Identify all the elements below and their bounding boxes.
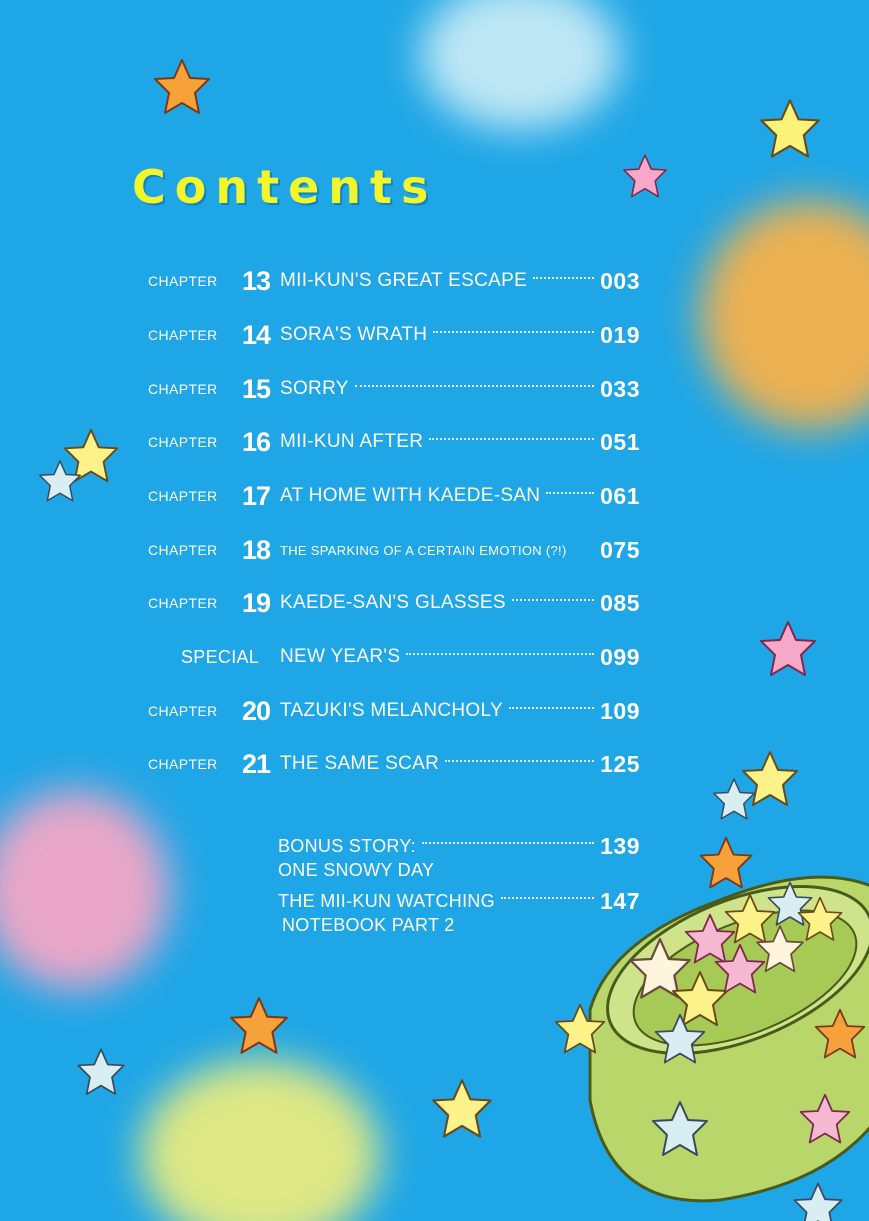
chapter-title: AT HOME WITH KAEDE-SAN bbox=[280, 485, 541, 506]
star-icon bbox=[756, 96, 824, 164]
entry-prefix: CHAPTER bbox=[148, 488, 218, 504]
chapter-number: 17 bbox=[241, 480, 270, 511]
star-icon bbox=[620, 152, 670, 202]
dot-leader bbox=[501, 897, 594, 899]
entry-prefix: CHAPTER bbox=[148, 756, 218, 772]
blurred-star-orange bbox=[700, 200, 869, 430]
dot-leader bbox=[533, 277, 594, 279]
chapter-title: THE SAME SCAR bbox=[280, 753, 440, 774]
page-number: 061 bbox=[600, 482, 640, 509]
chapter-title: THE SPARKING OF A CERTAIN EMOTION (?!) bbox=[280, 542, 567, 558]
dot-leader bbox=[512, 599, 594, 601]
dot-leader bbox=[445, 760, 594, 762]
entry-prefix: SPECIAL bbox=[181, 646, 260, 667]
chapter-number: 15 bbox=[241, 373, 270, 404]
star-icon bbox=[756, 618, 820, 682]
toc-entry[interactable] bbox=[148, 530, 640, 570]
entry-prefix: CHAPTER bbox=[148, 327, 218, 343]
page-number: 003 bbox=[600, 267, 640, 294]
toc-bonus-entry[interactable] bbox=[278, 887, 640, 936]
entry-prefix: CHAPTER bbox=[148, 542, 218, 558]
page-number: 125 bbox=[600, 750, 640, 777]
toc-entry-special[interactable] bbox=[148, 637, 640, 677]
bonus-title: THE MII-KUN WATCHING bbox=[278, 890, 495, 911]
toc-entry[interactable] bbox=[148, 422, 640, 462]
blurred-star-pink bbox=[0, 790, 170, 990]
entry-prefix: CHAPTER bbox=[148, 703, 218, 719]
dot-leader bbox=[546, 492, 594, 494]
toc-entry[interactable] bbox=[148, 691, 640, 731]
toc-entry[interactable] bbox=[148, 369, 640, 409]
chapter-title: SORA'S WRATH bbox=[280, 324, 428, 345]
entry-prefix: CHAPTER bbox=[148, 381, 218, 397]
chapter-title: SORRY bbox=[280, 378, 349, 399]
dot-leader bbox=[422, 842, 594, 844]
toc-entry[interactable] bbox=[148, 744, 640, 784]
chapter-title: NEW YEAR'S bbox=[280, 646, 401, 667]
dot-leader bbox=[355, 385, 594, 387]
star-icon bbox=[226, 994, 292, 1060]
chapter-number: 16 bbox=[241, 426, 270, 457]
bonus-subtitle: NOTEBOOK PART 2 bbox=[282, 915, 455, 935]
page-number: 019 bbox=[600, 321, 640, 348]
star-icon bbox=[74, 1046, 128, 1100]
star-icon bbox=[710, 776, 758, 824]
star-icon bbox=[150, 56, 214, 120]
page-number: 051 bbox=[600, 428, 640, 455]
blurred-star-yellow bbox=[140, 1060, 380, 1221]
toc-entry[interactable] bbox=[148, 583, 640, 623]
page-number: 075 bbox=[600, 536, 640, 563]
page-title: Contents bbox=[132, 160, 438, 214]
toc-entry[interactable] bbox=[148, 315, 640, 355]
page-number: 085 bbox=[600, 589, 640, 616]
page-number: 147 bbox=[600, 887, 640, 914]
chapter-number: 13 bbox=[241, 265, 270, 296]
star-icon bbox=[36, 458, 84, 506]
dot-leader bbox=[509, 707, 594, 709]
chapter-number: 21 bbox=[241, 748, 270, 779]
chapter-title: MII-KUN AFTER bbox=[280, 431, 424, 452]
chapter-number: 20 bbox=[241, 695, 270, 726]
chapter-title: KAEDE-SAN'S GLASSES bbox=[280, 592, 506, 613]
page-number: 109 bbox=[600, 697, 640, 724]
dot-leader bbox=[429, 438, 594, 440]
toc-bonus-entry[interactable] bbox=[278, 832, 640, 881]
chapter-title: MII-KUN'S GREAT ESCAPE bbox=[280, 270, 528, 291]
chapter-number: 19 bbox=[241, 587, 270, 618]
page-number: 099 bbox=[600, 643, 640, 670]
chapter-number: 18 bbox=[241, 534, 270, 565]
chapter-title: TAZUKI'S MELANCHOLY bbox=[280, 700, 503, 721]
dot-leader bbox=[433, 331, 594, 333]
star-icon bbox=[428, 1076, 496, 1144]
entry-prefix: CHAPTER bbox=[148, 595, 218, 611]
page-number: 139 bbox=[600, 832, 640, 859]
page-number: 033 bbox=[600, 375, 640, 402]
chapter-number: 14 bbox=[241, 319, 270, 350]
entry-prefix: CHAPTER bbox=[148, 434, 218, 450]
blurred-star-white bbox=[420, 0, 620, 130]
bonus-title: BONUS STORY: bbox=[278, 835, 416, 856]
toc-entry[interactable] bbox=[148, 261, 640, 301]
bonus-subtitle: ONE SNOWY DAY bbox=[278, 860, 435, 880]
entry-prefix: CHAPTER bbox=[148, 273, 218, 289]
toc-entry[interactable] bbox=[148, 476, 640, 516]
dot-leader bbox=[406, 653, 594, 655]
